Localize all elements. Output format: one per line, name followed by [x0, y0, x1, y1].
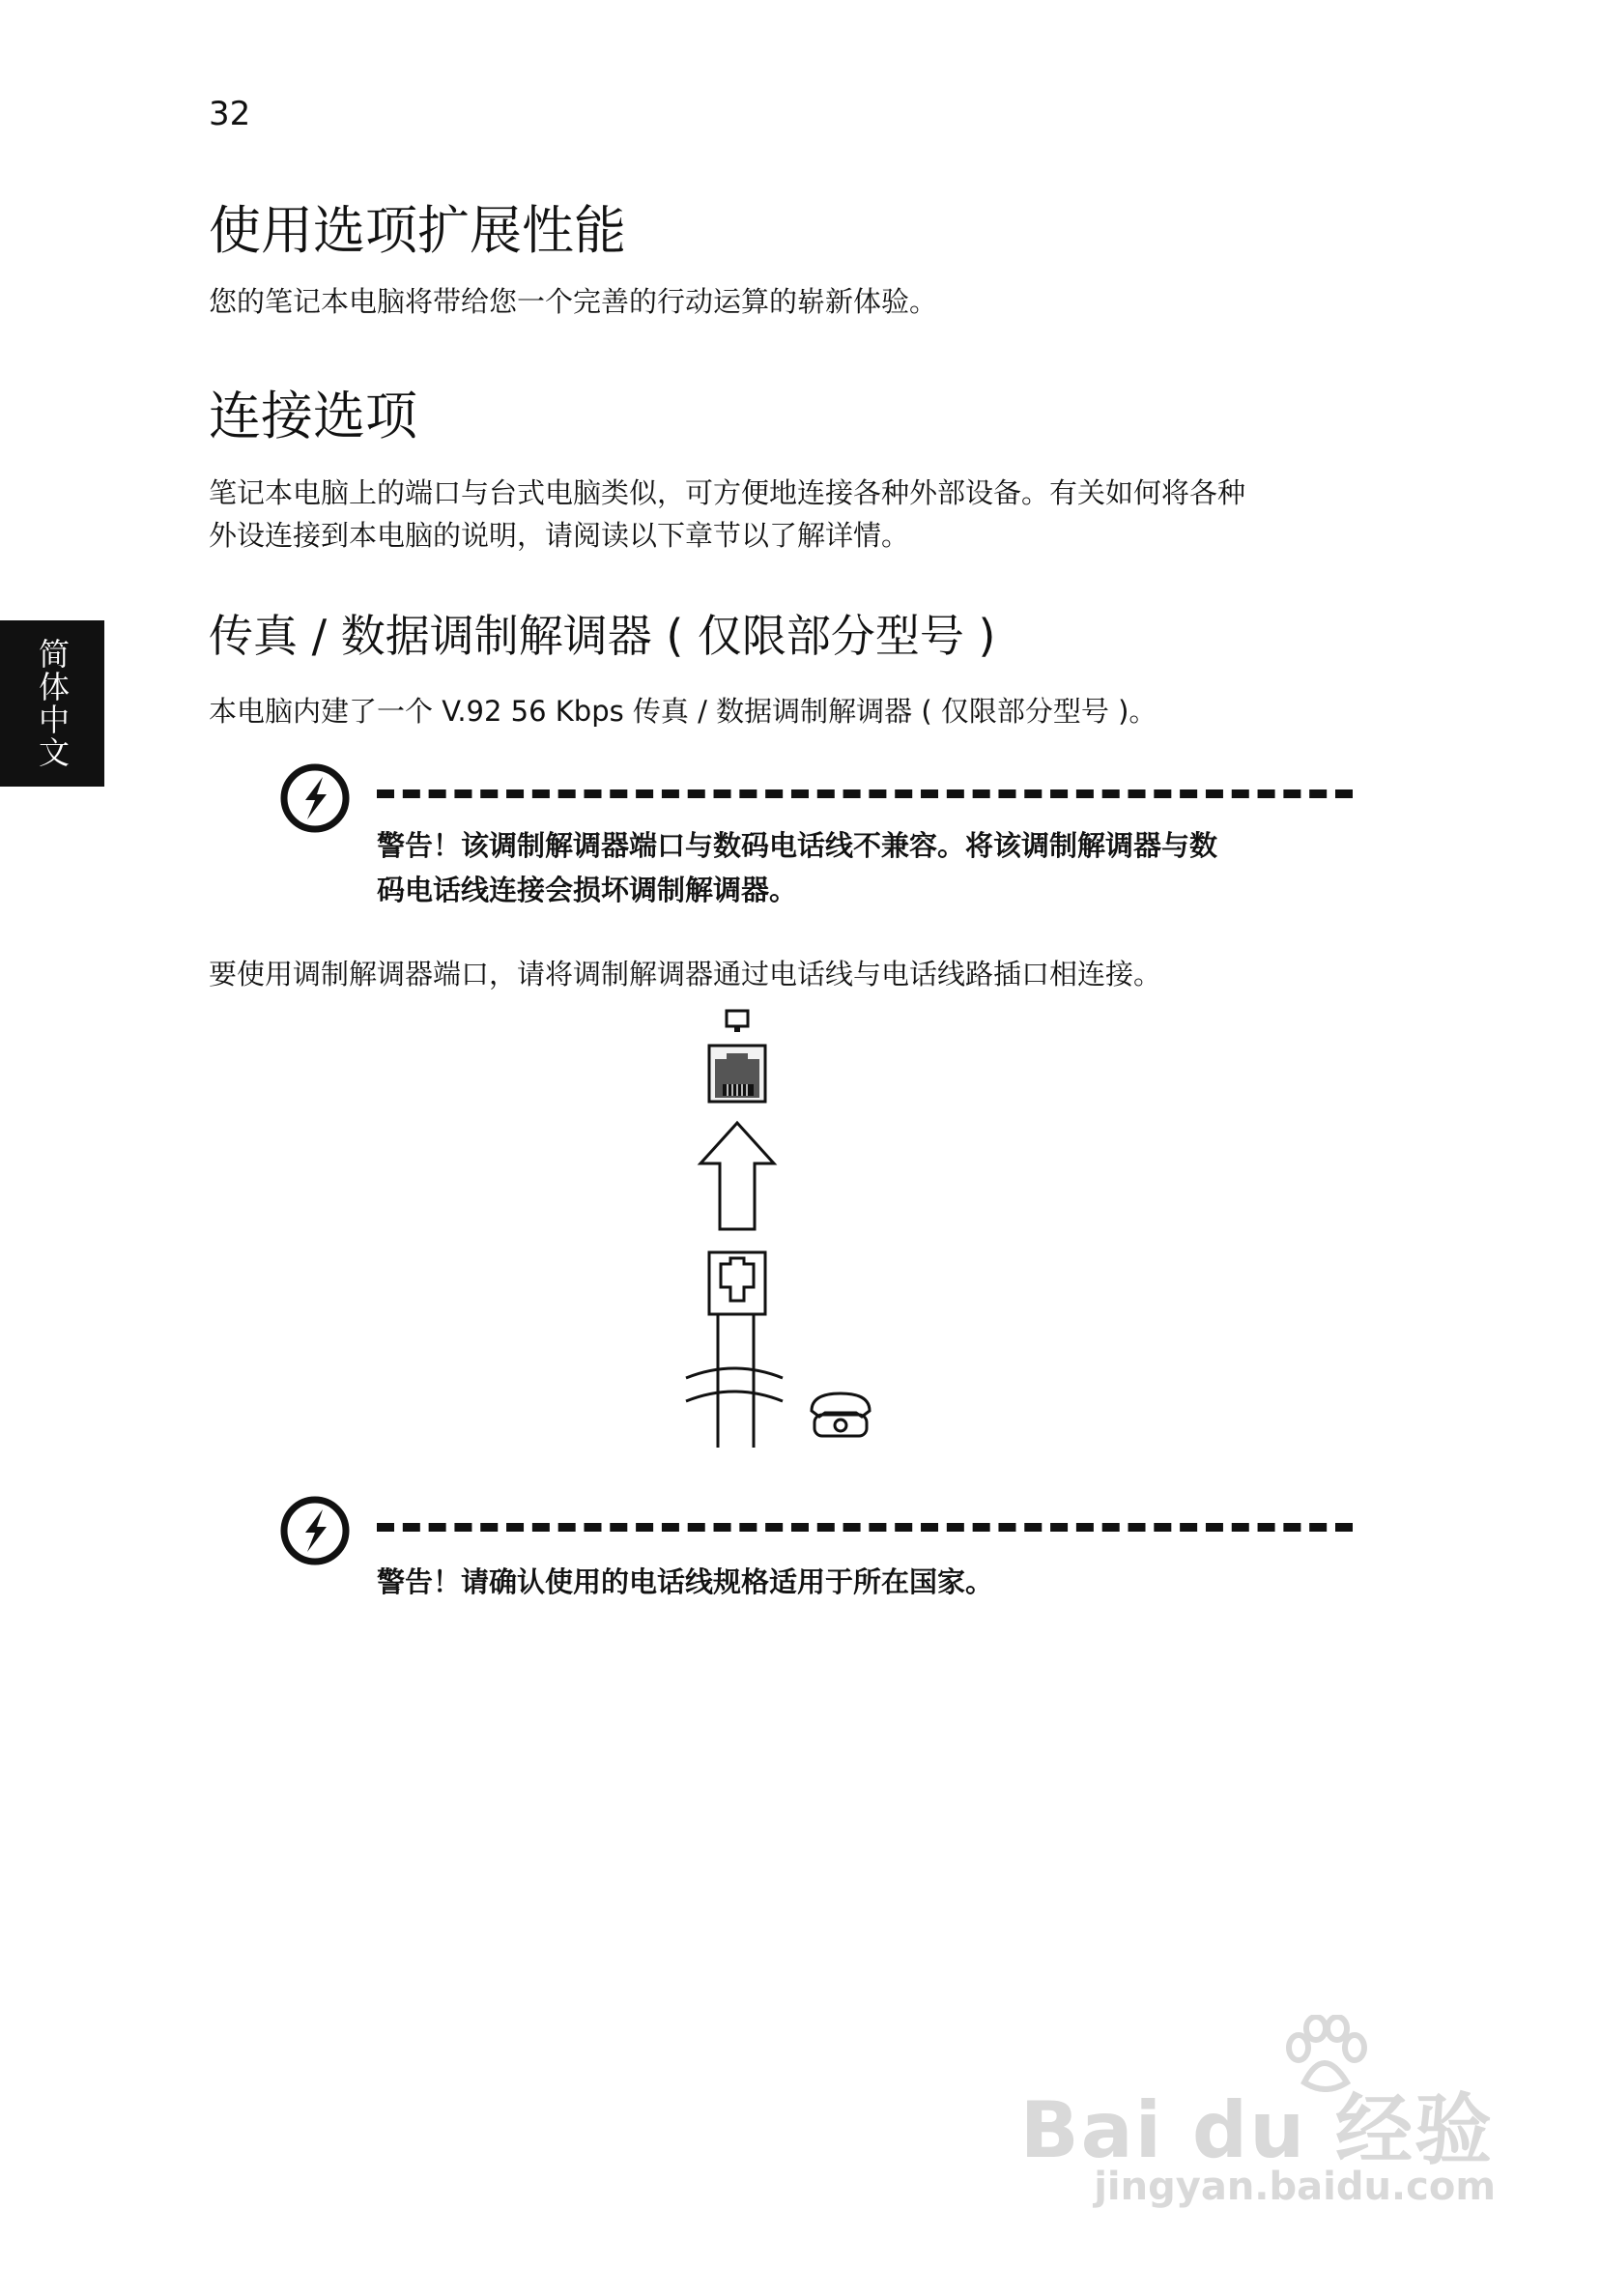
- warning-lightning-icon: [280, 763, 350, 833]
- warning-divider: [377, 1523, 1353, 1532]
- section-title-expand: 使用选项扩展性能: [209, 200, 626, 261]
- baidu-watermark-url: jingyan.baidu.com: [1094, 2165, 1496, 2209]
- arrow-up-icon: [700, 1123, 774, 1229]
- connectivity-text-line2: 外设连接到本电脑的说明，请阅读以下章节以了解详情。: [209, 519, 910, 552]
- warning-lightning-icon: [280, 1496, 350, 1565]
- modem-connect-instruction: 要使用调制解调器端口，请将调制解调器通过电话线与电话线路插口相连接。: [209, 958, 1162, 990]
- telephone-icon: [812, 1393, 870, 1436]
- baidu-watermark-logo: Bai du 经验: [1019, 2085, 1494, 2175]
- warning-text-line1: 警告！该调制解调器端口与数码电话线不兼容。将该调制解调器与数: [377, 829, 1218, 862]
- page-number: 32: [209, 95, 251, 133]
- rj11-plug-icon: [686, 1252, 783, 1448]
- warning-divider: [377, 789, 1353, 798]
- section-intro-text: 您的笔记本电脑将带给您一个完善的行动运算的崭新体验。: [209, 285, 938, 318]
- warning-text-line2: 码电话线连接会损坏调制解调器。: [377, 874, 798, 906]
- modem-description: 本电脑内建了一个 V.92 56 Kbps 传真 / 数据调制解调器 ( 仅限部分型号 )。: [209, 695, 1157, 728]
- rj11-port-icon: [709, 1046, 765, 1102]
- connectivity-text-line1: 笔记本电脑上的端口与台式电脑类似，可方便地连接各种外部设备。有关如何将各种: [209, 476, 1246, 509]
- warning2-text: 警告！请确认使用的电话线规格适用于所在国家。: [377, 1565, 994, 1598]
- language-side-tab: [0, 620, 104, 787]
- modem-connection-diagram: [676, 1005, 889, 1459]
- section-title-connectivity: 连接选项: [209, 386, 417, 446]
- section-title-modem: 传真 / 数据调制解调器 ( 仅限部分型号 ): [209, 610, 996, 662]
- modem-port-icon: [727, 1011, 748, 1032]
- language-tab-label: 简体中文: [34, 638, 71, 769]
